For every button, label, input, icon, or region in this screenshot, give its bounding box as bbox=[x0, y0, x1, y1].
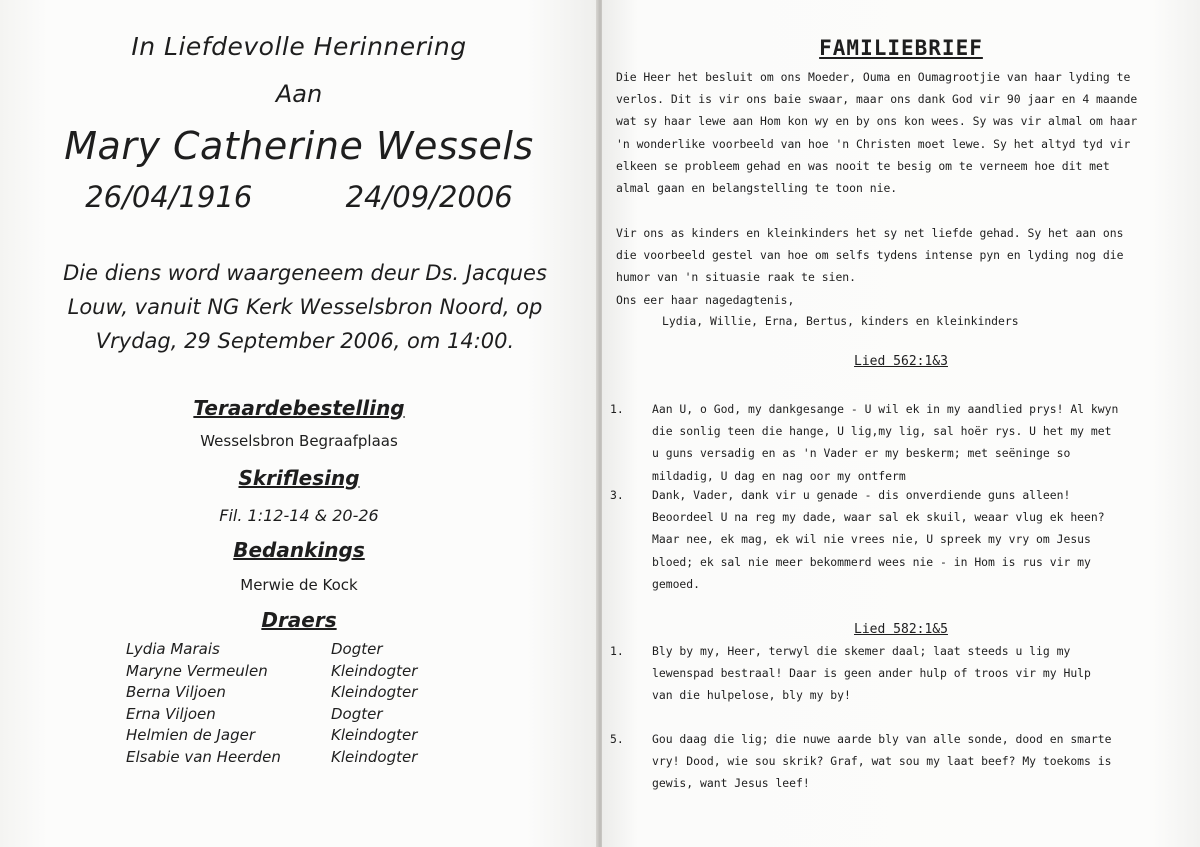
bearer-name: Elsabie van Heerden bbox=[126, 747, 281, 766]
bearer-row bbox=[126, 683, 446, 705]
bearer-name: Maryne Vermeulen bbox=[126, 661, 268, 680]
bearer-relation: Kleindogter bbox=[331, 661, 418, 680]
verse-line: Bly by my, Heer, terwyl die skemer daal; laat steeds u lig my bbox=[652, 644, 1071, 658]
hymn2-verse bbox=[610, 728, 1170, 796]
thanks-title: Bedankings bbox=[233, 538, 365, 562]
verse-line: vry! Dood, wie sou skrik? Graf, wat sou my laat beef? My toekoms is bbox=[652, 754, 1112, 769]
verse-line: Maar nee, ek mag, ek wil nie vrees nie, U spreek my vry om Jesus bbox=[652, 532, 1091, 547]
bearer-row bbox=[126, 726, 446, 748]
verse-text bbox=[652, 728, 1170, 795]
service-line: Vrydag, 29 September 2006, om 14:00. bbox=[95, 329, 515, 353]
verse-number: 1. bbox=[610, 644, 624, 658]
bearer-relation: Dogter bbox=[331, 704, 383, 723]
hymn2-verse bbox=[610, 640, 1170, 708]
verse-line: Aan U, o God, my dankgesange - U wil ek in my aandlied prys! Al kwyn bbox=[652, 402, 1119, 416]
family-letter-part2 bbox=[616, 222, 1176, 311]
bearer-row bbox=[126, 640, 446, 662]
verse-line: gemoed. bbox=[652, 576, 701, 591]
verse-line: van die hulpelose, bly my by! bbox=[652, 688, 851, 703]
verse-line: bloed; ek sal nie meer bekommerd wees nie - in Hom is rus vir my bbox=[652, 554, 1091, 569]
verse-line: Dank, Vader, dank vir u genade - dis onverdiende guns alleen! bbox=[652, 488, 1071, 502]
verse-line: u guns versadig en as 'n Vader er my beskerm; met seëninge so bbox=[652, 446, 1071, 461]
letter-signature: Lydia, Willie, Erna, Bertus, kinders en kleinkinders bbox=[662, 314, 1019, 328]
burial-place: Wesselsbron Begraafplaas bbox=[200, 432, 398, 450]
letter-line: humor van 'n situasie raak te sien. bbox=[616, 270, 857, 285]
service-line: Louw, vanuit NG Kerk Wesselsbron Noord, op bbox=[67, 295, 543, 319]
birth-date: 26/04/1916 bbox=[85, 180, 253, 214]
left-page bbox=[0, 0, 598, 847]
bearer-relation: Kleindogter bbox=[331, 747, 418, 766]
service-details bbox=[55, 256, 555, 358]
verse-number: 1. bbox=[610, 402, 624, 416]
memorial-heading: In Liefdevolle Herinnering bbox=[131, 32, 467, 61]
letter-line: wat sy haar lewe aan Hom kon wy en by ons kon wees. Sy was vir almal om haar bbox=[616, 114, 1138, 129]
bearer-relation: Kleindogter bbox=[331, 683, 418, 701]
life-dates bbox=[0, 180, 598, 214]
bearer-name: Helmien de Jager bbox=[126, 726, 256, 744]
memorial-heading-to: Aan bbox=[275, 80, 323, 108]
bearer-row bbox=[126, 662, 446, 684]
verse-text bbox=[652, 484, 1170, 595]
death-date: 24/09/2006 bbox=[345, 180, 513, 214]
bearer-name: Lydia Marais bbox=[126, 640, 220, 658]
hymn1-title: Lied 562:1&3 bbox=[854, 354, 948, 369]
bearer-name: Erna Viljoen bbox=[126, 704, 216, 723]
letter-line: Ons eer haar nagedagtenis, bbox=[616, 292, 795, 307]
service-line: Die diens word waargeneem deur Ds. Jacques bbox=[63, 261, 547, 285]
verse-number: 3. bbox=[610, 488, 624, 502]
letter-title: FAMILIEBRIEF bbox=[819, 36, 983, 60]
letter-line: die voorbeeld gestel van hoe om selfs tydens intense pyn en lyding nog die bbox=[616, 248, 1124, 263]
letter-line: 'n wonderlike voorbeeld van hoe 'n Christen moet lewe. Sy het altyd tyd vir bbox=[616, 136, 1131, 151]
letter-line: verlos. Dit is vir ons baie swaar, maar ons dank God vir 90 jaar en 4 maande bbox=[616, 92, 1138, 107]
letter-line: Vir ons as kinders en kleinkinders het sy net liefde gehad. Sy het aan ons bbox=[616, 226, 1124, 240]
hymn1-verse bbox=[610, 398, 1170, 488]
bearer-row bbox=[126, 748, 446, 770]
letter-line: almal gaan en belangstelling te toon nie. bbox=[616, 181, 898, 196]
verse-line: lewenspad bestraal! Daar is geen ander hulp of troos vir my Hulp bbox=[652, 666, 1091, 681]
bearer-name: Berna Viljoen bbox=[126, 683, 226, 701]
verse-number: 5. bbox=[610, 732, 624, 746]
reading-title: Skriflesing bbox=[238, 466, 360, 490]
verse-line: Beoordeel U na reg my dade, waar sal ek skuil, weaar vlug ek heen? bbox=[652, 510, 1105, 525]
deceased-name: Mary Catherine Wessels bbox=[64, 124, 534, 168]
hymn1-verse bbox=[610, 484, 1170, 596]
bearers-title: Draers bbox=[261, 608, 337, 632]
reading-passage: Fil. 1:12-14 & 20-26 bbox=[219, 506, 379, 525]
hymn2-title: Lied 582:1&5 bbox=[854, 622, 948, 637]
thanks-person: Merwie de Kock bbox=[240, 576, 358, 594]
bearer-relation: Dogter bbox=[331, 640, 383, 658]
verse-line: die sonlig teen die hange, U lig,my lig, sal hoër rys. U het my met bbox=[652, 424, 1112, 439]
verse-line: gewis, want Jesus leef! bbox=[652, 776, 810, 791]
verse-text bbox=[652, 398, 1170, 487]
family-letter bbox=[616, 66, 1176, 199]
burial-title: Teraardebestelling bbox=[193, 396, 405, 420]
letter-line: Die Heer het besluit om ons Moeder, Ouma en Oumagrootjie van haar lyding te bbox=[616, 70, 1131, 84]
verse-text bbox=[652, 640, 1170, 707]
bearer-row bbox=[126, 705, 446, 727]
bearers-list bbox=[126, 640, 446, 769]
verse-line: mildadig, U dag en nag oor my ontferm bbox=[652, 468, 906, 483]
verse-line: Gou daag die lig; die nuwe aarde bly van alle sonde, dood en smarte bbox=[652, 732, 1112, 746]
right-page bbox=[602, 0, 1200, 847]
bearer-relation: Kleindogter bbox=[331, 726, 418, 744]
letter-line: elkeen se probleem gehad en was nooit te besig om te verneem hoe dit met bbox=[616, 158, 1110, 173]
